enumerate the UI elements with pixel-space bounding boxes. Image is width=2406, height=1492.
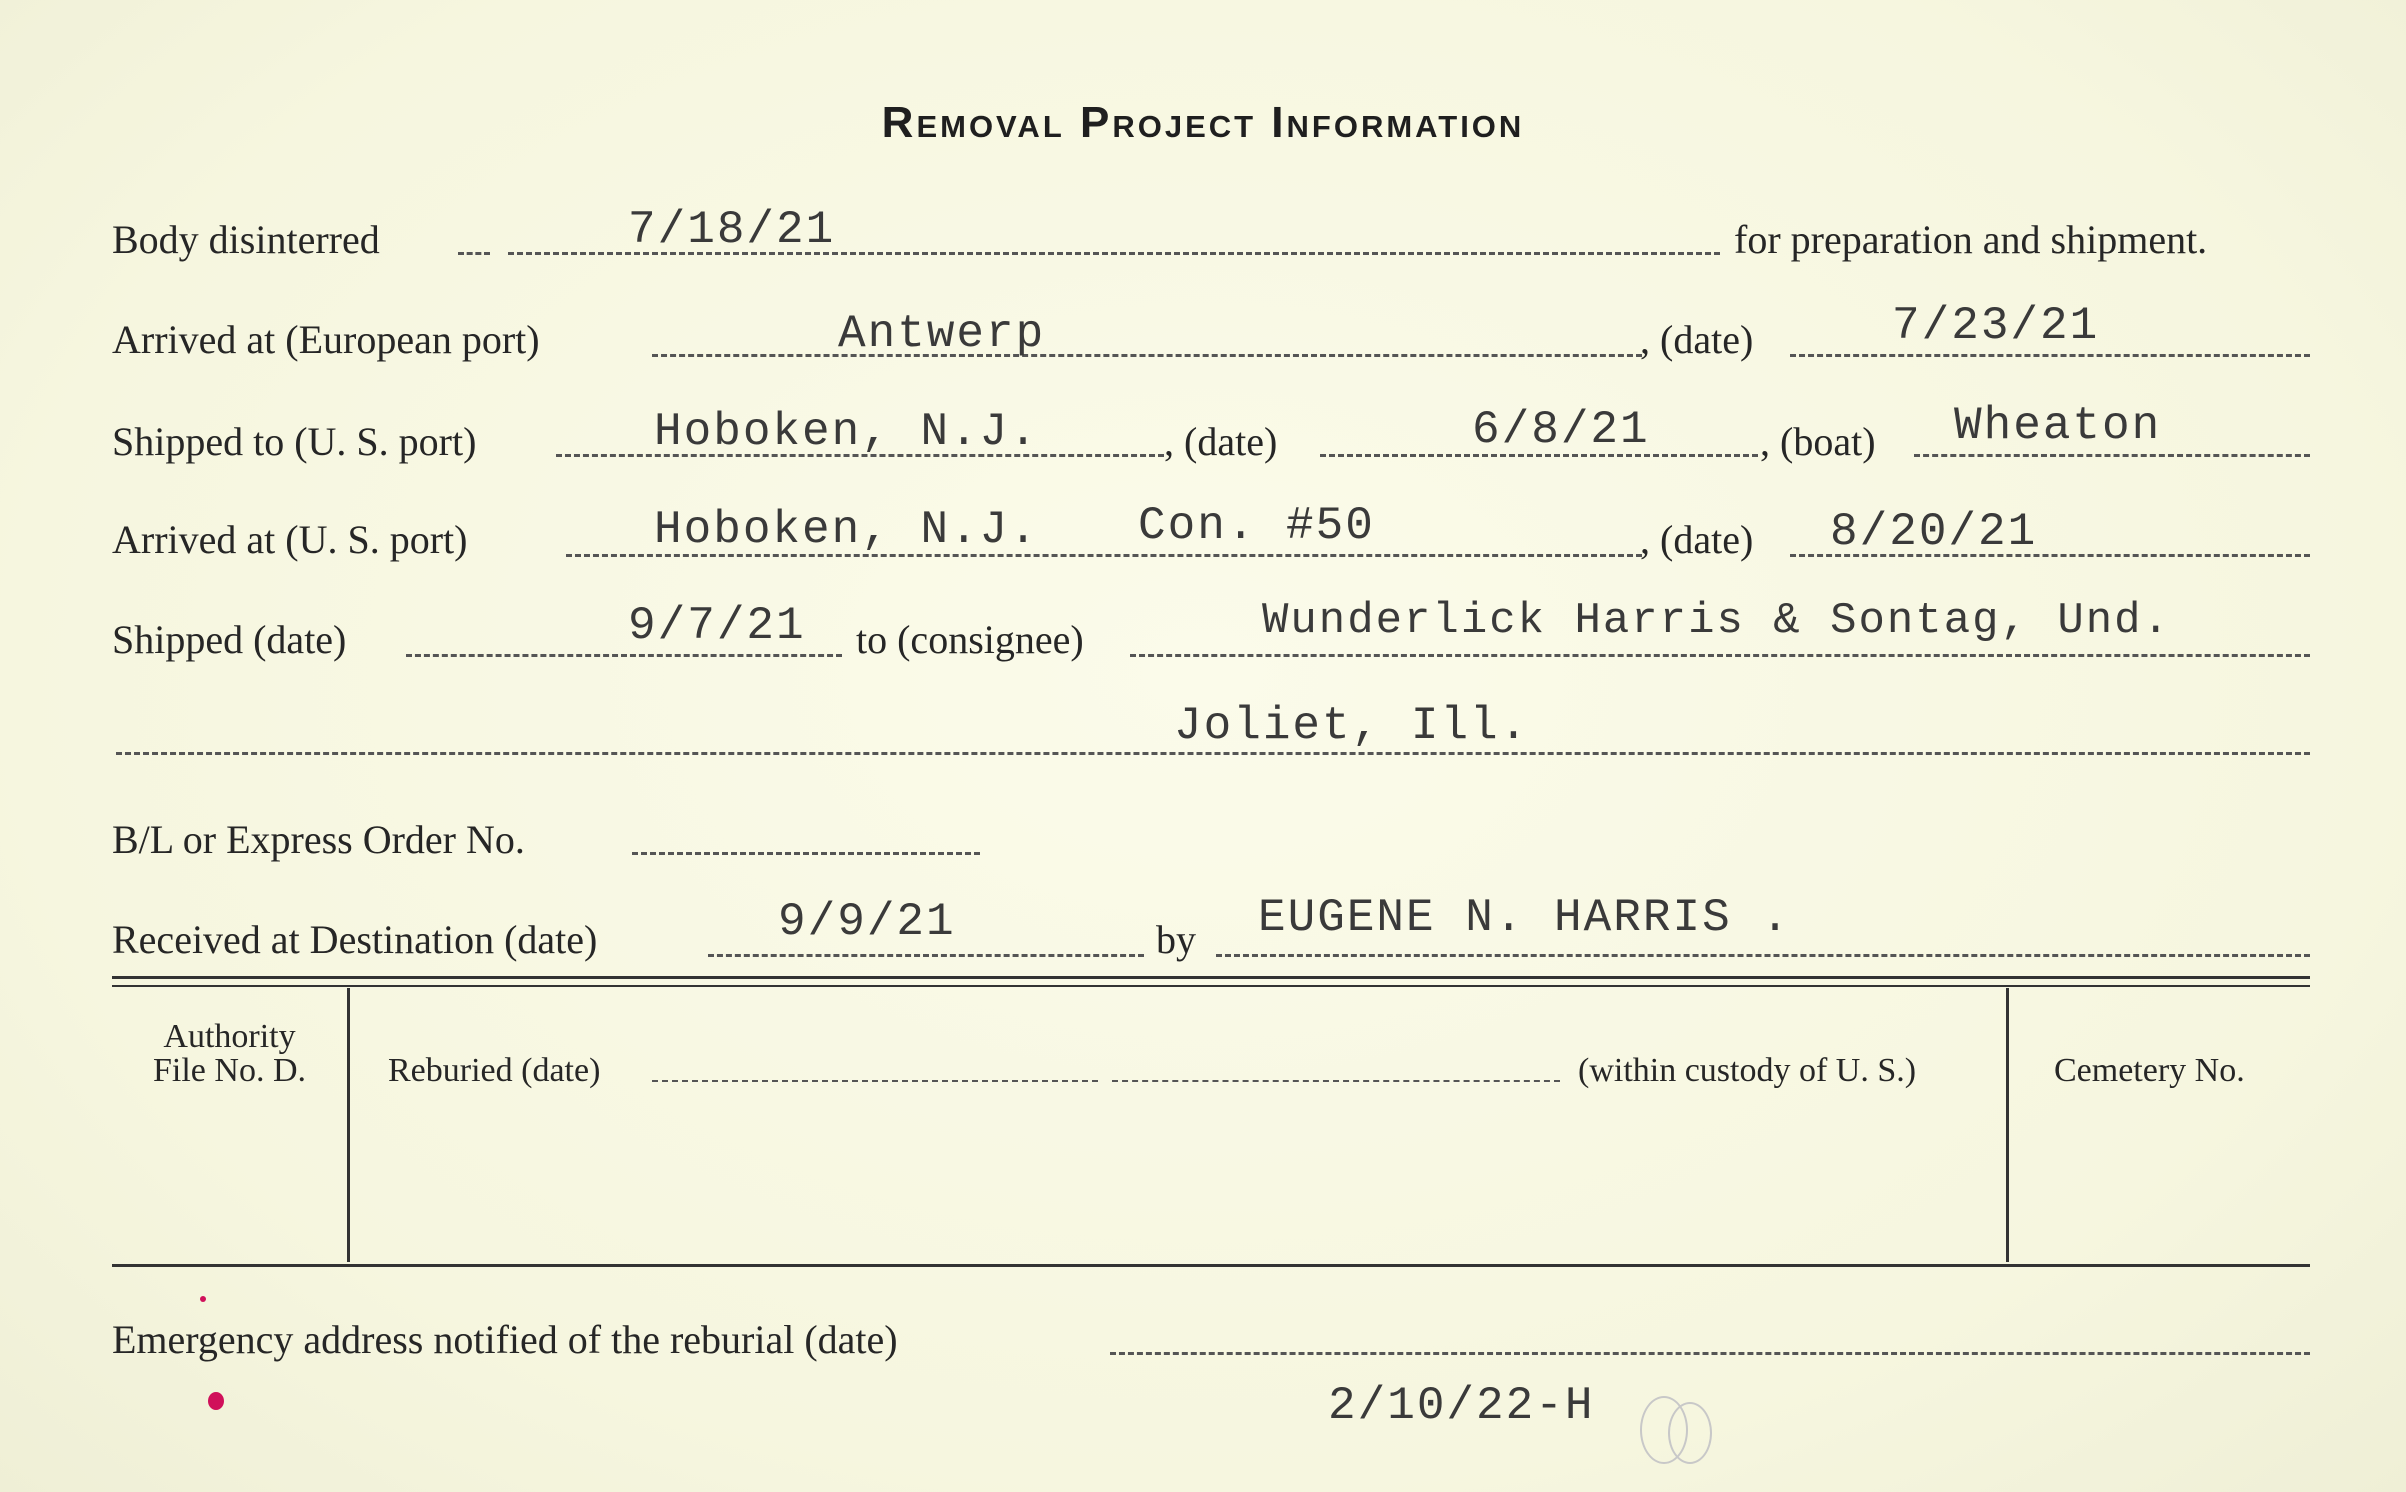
ink-stain — [200, 1296, 206, 1302]
dotted-line — [116, 752, 2310, 755]
shipped-us-date-label: , (date) — [1164, 419, 1278, 464]
arrived-eu-label: Arrived at (European port) — [112, 317, 540, 362]
emergency-date-value: 2/10/22-H — [1328, 1380, 1595, 1432]
dotted-line — [458, 252, 490, 255]
file-no-label: File No. D. — [153, 1052, 306, 1089]
dotted-line — [1112, 1080, 1560, 1082]
disinterred-suffix: for preparation and shipment. — [1734, 217, 2208, 262]
dotted-line — [1790, 354, 2310, 357]
consignee-value: Wunderlick Harris & Sontag, Und. — [1262, 596, 2171, 646]
arrived-eu-port-value: Antwerp — [838, 308, 1046, 360]
dotted-line — [406, 654, 842, 657]
received-label: Received at Destination (date) — [112, 917, 598, 962]
box-top-rule — [112, 985, 2310, 987]
box-top-rule — [112, 976, 2310, 979]
consignee-city-value: Joliet, Ill. — [1174, 700, 1530, 752]
card-title: Removal Project Information — [881, 98, 1525, 147]
emergency-label: Emergency address notified of the reburial (date) — [112, 1317, 898, 1362]
arrived-us-date-value: 8/20/21 — [1830, 506, 2038, 558]
dotted-line — [652, 354, 1642, 357]
shipped-date-value: 9/7/21 — [628, 600, 806, 652]
received-by-label: by — [1156, 917, 1196, 962]
arrived-us-port-value: Hoboken, N.J. — [654, 504, 1039, 556]
disinterred-date-value: 7/18/21 — [628, 204, 836, 256]
cemetery-label: Cemetery No. — [2054, 1052, 2245, 1089]
shipped-us-boat-label: , (boat) — [1760, 419, 1876, 464]
box-divider — [347, 988, 350, 1262]
arrived-eu-date-value: 7/23/21 — [1892, 300, 2100, 352]
shipped-us-port-value: Hoboken, N.J. — [654, 406, 1039, 458]
shipped-us-boat-value: Wheaton — [1954, 400, 2162, 452]
arrived-eu-date-label: , (date) — [1640, 317, 1754, 362]
dotted-line — [1216, 954, 2310, 957]
shipped-us-date-value: 6/8/21 — [1472, 404, 1650, 456]
arrived-us-con-value: Con. #50 — [1138, 500, 1375, 552]
disinterred-label: Body disinterred — [112, 217, 380, 262]
bl-label: B/L or Express Order No. — [112, 817, 525, 862]
custody-label: (within custody of U. S.) — [1578, 1052, 1917, 1089]
consignee-label: to (consignee) — [856, 617, 1084, 662]
box-bottom-rule — [112, 1264, 2310, 1267]
dotted-line — [708, 954, 1144, 957]
ink-stain — [208, 1392, 224, 1410]
shipped-us-label: Shipped to (U. S. port) — [112, 419, 477, 464]
box-divider — [2006, 988, 2009, 1262]
reburied-label: Reburied (date) — [388, 1052, 601, 1089]
dotted-line — [1914, 454, 2310, 457]
dotted-line — [1110, 1352, 2310, 1355]
received-by-value: EUGENE N. HARRIS . — [1258, 892, 1791, 944]
shipped-date-label: Shipped (date) — [112, 617, 347, 662]
arrived-us-date-label: , (date) — [1640, 517, 1754, 562]
dotted-line — [1130, 654, 2310, 657]
arrived-us-label: Arrived at (U. S. port) — [112, 517, 468, 562]
received-date-value: 9/9/21 — [778, 896, 956, 948]
authority-label: Authority — [163, 1018, 296, 1055]
dotted-line — [632, 852, 980, 855]
pencil-mark — [1668, 1402, 1712, 1464]
dotted-line — [652, 1080, 1098, 1082]
